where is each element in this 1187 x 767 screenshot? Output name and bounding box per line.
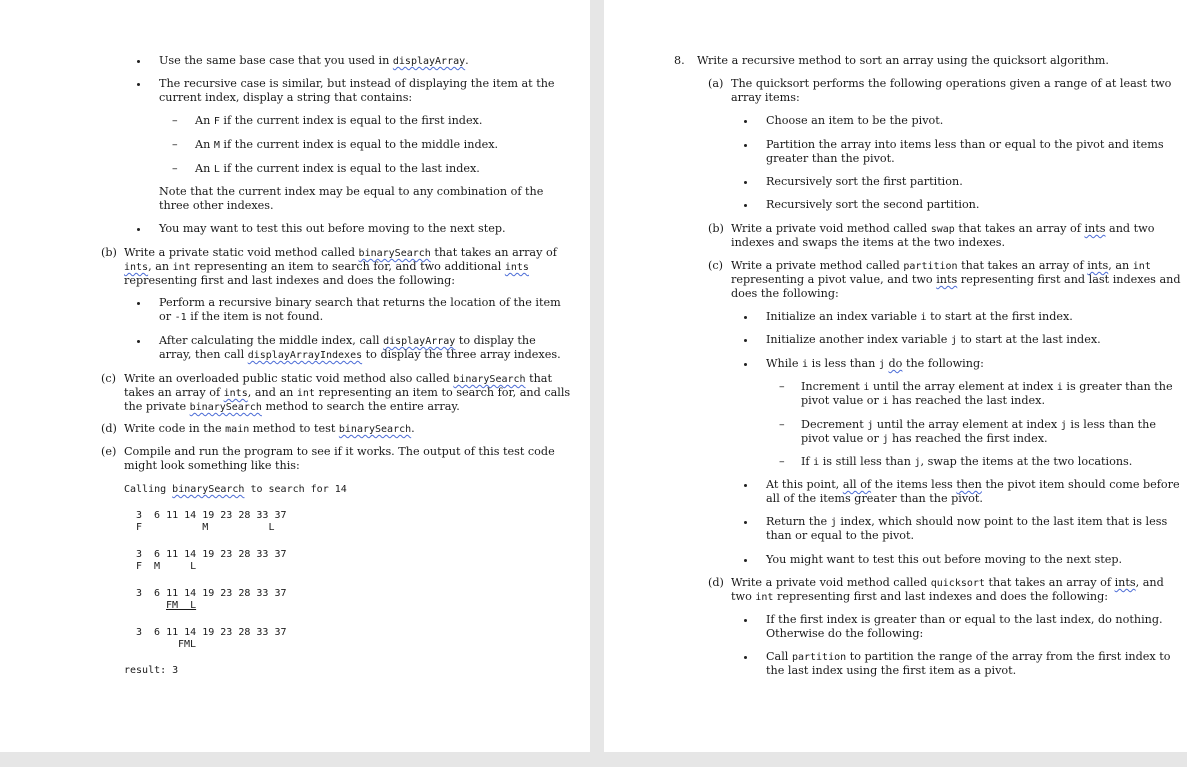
- list-item: Recursively sort the first partition.: [766, 175, 963, 188]
- list-item: Partition the array into items less than or equal to the pivot and items: [766, 138, 1164, 151]
- output-array: 3 6 11 14 19 23 28 33 37: [136, 588, 287, 599]
- paragraph-line: Write an overloaded public static void method also called binarySearch that: [124, 372, 552, 385]
- paragraph-line: Write a private void method called quicksort that takes an array of ints, and: [731, 576, 1164, 589]
- list-item-cont: greater than the pivot.: [766, 152, 895, 165]
- bullet-icon: [744, 363, 747, 366]
- bullet-icon: [744, 521, 747, 524]
- output-result: result: 3: [124, 665, 179, 676]
- list-item: Return the j index, which should now point to the last item that is less: [766, 515, 1168, 528]
- dash-icon: –: [779, 455, 785, 468]
- part-label: (c): [101, 372, 116, 385]
- paragraph-line: representing a pivot value, and two ints representing first and last indexes and: [731, 273, 1181, 286]
- output-array: 3 6 11 14 19 23 28 33 37: [136, 549, 287, 560]
- paragraph-line: Write a private void method called swap that takes an array of ints and two: [731, 222, 1155, 235]
- dash-icon: –: [779, 380, 785, 393]
- part-label: (b): [708, 222, 724, 235]
- list-item: At this point, all of the items less then the pivot item should come before: [766, 478, 1180, 491]
- paragraph-line: Write a private method called partition that takes an array of ints, an int: [731, 259, 1151, 272]
- bullet-icon: [137, 60, 140, 63]
- list-item: An L if the current index is equal to the last index.: [195, 162, 480, 175]
- paragraph-line: representing first and last indexes and does the following:: [124, 274, 456, 287]
- note-text: three other indexes.: [159, 199, 274, 212]
- paragraph-line: The quicksort performs the following operations given a range of at least two: [731, 77, 1172, 90]
- list-item-cont: than or equal to the pivot.: [766, 529, 915, 542]
- paragraph-line: Compile and run the program to see if it works. The output of this test code: [124, 445, 555, 458]
- bullet-icon: [744, 484, 747, 487]
- paragraph-line: two int representing first and last indexes and does the following:: [731, 590, 1109, 603]
- part-label: (d): [708, 576, 724, 589]
- list-item: Perform a recursive binary search that returns the location of the item: [159, 296, 561, 309]
- bullet-icon: [744, 619, 747, 622]
- output-array: 3 6 11 14 19 23 28 33 37: [136, 627, 287, 638]
- list-item: Recursively sort the second partition.: [766, 198, 980, 211]
- list-item-cont: pivot value or j has reached the first index.: [801, 432, 1048, 445]
- bullet-icon: [137, 340, 140, 343]
- output-markers: FML: [178, 639, 197, 650]
- list-item: An M if the current index is equal to the middle index.: [195, 138, 499, 151]
- paragraph-line: might look something like this:: [124, 459, 300, 472]
- paragraph-line: the private binarySearch method to search the entire array.: [124, 400, 460, 413]
- document-page-left: [0, 0, 590, 752]
- dash-icon: –: [172, 114, 178, 127]
- bullet-icon: [744, 181, 747, 184]
- paragraph-line: ints, an int representing an item to search for, and two additional ints: [124, 260, 529, 273]
- status-bar: [0, 752, 1187, 767]
- list-item: After calculating the middle index, call displayArray to display the: [159, 334, 536, 347]
- output-markers: F M L: [136, 561, 197, 572]
- list-item-cont: pivot value or i has reached the last index.: [801, 394, 1045, 407]
- list-item-cont: all of the items greater than the pivot.: [766, 492, 983, 505]
- note-text: Note that the current index may be equal to any combination of the: [159, 185, 544, 198]
- bullet-icon: [137, 228, 140, 231]
- paragraph-line: array items:: [731, 91, 800, 104]
- list-item: The recursive case is similar, but instead of displaying the item at the: [159, 77, 555, 90]
- page-gap: [590, 0, 604, 752]
- dash-icon: –: [172, 138, 178, 151]
- dash-icon: –: [779, 418, 785, 431]
- list-item-cont: Otherwise do the following:: [766, 627, 924, 640]
- list-item-cont: the last index using the first item as a pivot.: [766, 664, 1017, 677]
- part-label: (e): [101, 445, 117, 458]
- question-number: 8.: [674, 54, 685, 67]
- part-label: (a): [708, 77, 724, 90]
- list-item: An F if the current index is equal to the first index.: [195, 114, 483, 127]
- bullet-icon: [137, 302, 140, 305]
- list-item: Initialize another index variable j to start at the last index.: [766, 333, 1101, 346]
- bullet-icon: [744, 316, 747, 319]
- paragraph-line: does the following:: [731, 287, 839, 300]
- part-label: (d): [101, 422, 117, 435]
- bullet-icon: [744, 559, 747, 562]
- bullet-icon: [744, 204, 747, 207]
- paragraph-line: Write code in the main method to test binarySearch.: [124, 422, 415, 435]
- list-item: Increment i until the array element at index i is greater than the: [801, 380, 1173, 393]
- paragraph-line: indexes and swaps the items at the two indexes.: [731, 236, 1006, 249]
- list-item-cont: or -1 if the item is not found.: [159, 310, 324, 323]
- list-item: Initialize an index variable i to start at the first index.: [766, 310, 1073, 323]
- list-item: Decrement j until the array element at index j is less than the: [801, 418, 1156, 431]
- list-item: While i is less than j do the following:: [766, 357, 984, 370]
- dash-icon: –: [172, 162, 178, 175]
- list-item: If the first index is greater than or equal to the last index, do nothing.: [766, 613, 1163, 626]
- output-line: Calling binarySearch to search for 14: [124, 484, 347, 495]
- bullet-icon: [744, 144, 747, 147]
- bullet-icon: [744, 120, 747, 123]
- list-item: Choose an item to be the pivot.: [766, 114, 944, 127]
- list-item: Call partition to partition the range of the array from the first index to: [766, 650, 1171, 663]
- output-markers: F M L: [136, 522, 275, 533]
- list-item: You might want to test this out before moving to the next step.: [766, 553, 1123, 566]
- list-item: You may want to test this out before moving to the next step.: [159, 222, 506, 235]
- paragraph-line: Write a private static void method called binarySearch that takes an array of: [124, 246, 557, 259]
- output-array: 3 6 11 14 19 23 28 33 37: [136, 510, 287, 521]
- list-item-cont: current index, display a string that contains:: [159, 91, 413, 104]
- document-page-right: [604, 0, 1187, 752]
- list-item: Use the same base case that you used in displayArray.: [159, 54, 469, 67]
- list-item-cont: array, then call displayArrayIndexes to display the three array indexes.: [159, 348, 561, 361]
- list-item: If i is still less than j, swap the items at the two locations.: [801, 455, 1133, 468]
- bullet-icon: [137, 83, 140, 86]
- question-text: Write a recursive method to sort an array using the quicksort algorithm.: [697, 54, 1109, 67]
- bullet-icon: [744, 339, 747, 342]
- output-markers: FM L: [166, 600, 197, 611]
- part-label: (b): [101, 246, 117, 259]
- bullet-icon: [744, 656, 747, 659]
- paragraph-line: takes an array of ints, and an int representing an item to search for, and calls: [124, 386, 571, 399]
- part-label: (c): [708, 259, 723, 272]
